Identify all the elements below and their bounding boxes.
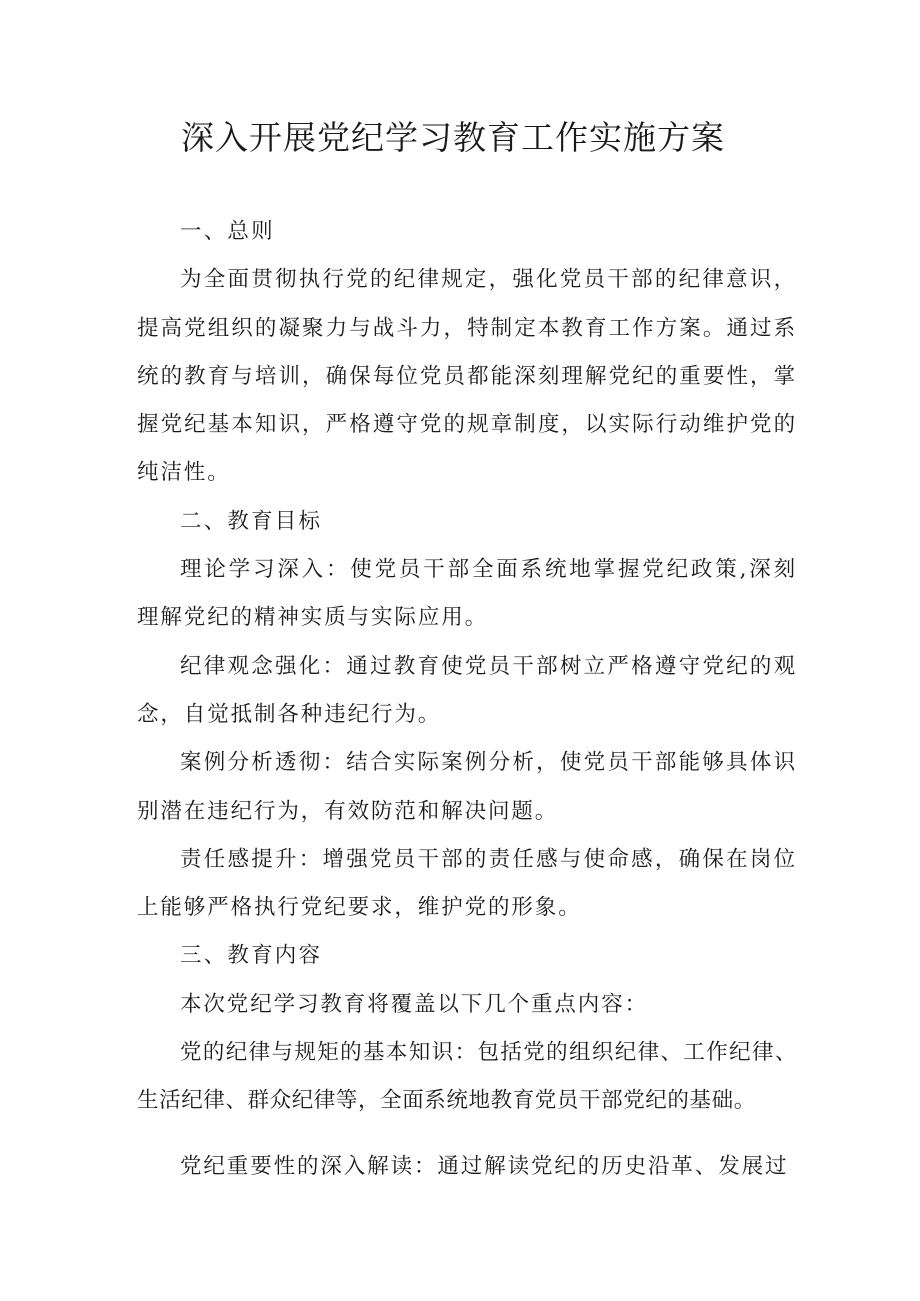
paragraph-goal-responsibility: 责任感提升：增强党员干部的责任感与使命感，确保在岗位上能够严格执行党纪要求，维护党的形象。	[137, 846, 797, 921]
paragraph-content-importance: 党纪重要性的深入解读：通过解读党纪的历史沿革、发展过	[180, 1153, 789, 1179]
paragraph-content-basics: 党的纪律与规矩的基本知识：包括党的组织纪律、工作纪律、生活纪律、群众纪律等，全面系统地教育党员干部党纪的基础。	[137, 1040, 797, 1114]
document-body	[137, 208, 797, 1191]
paragraph-goal-discipline: 纪律观念强化：通过教育使党员干部树立严格遵守党纪的观念，自觉抵制各种违纪行为。	[137, 653, 797, 727]
paragraph-goal-cases: 案例分析透彻：结合实际案例分析，使党员干部能够具体识别潜在违纪行为，有效防范和解决问题。	[137, 750, 797, 824]
paragraph-content-intro: 本次党纪学习教育将覆盖以下几个重点内容：	[180, 991, 649, 1017]
section-heading-content: 三、教育内容	[180, 943, 323, 969]
section-heading-goals: 二、教育目标	[180, 508, 323, 534]
paragraph-general-intro: 为全面贯彻执行党的纪律规定，强化党员干部的纪律意识，提高党组织的凝聚力与战斗力，特制定本教育工作方案。通过系统的教育与培训，确保每位党员都能深刻理解党纪的重要性，掌握党纪基本知识，严格遵守党的规章制度，以实际行动维护党的纯洁性。	[137, 267, 797, 486]
document-title: 深入开展党纪学习教育工作实施方案	[181, 118, 725, 157]
section-heading-general: 一、总则	[180, 219, 275, 244]
paragraph-goal-theory: 理论学习深入：使党员干部全面系统地掌握党纪政策,深刻理解党纪的精神实质与实际应用。	[137, 557, 797, 631]
